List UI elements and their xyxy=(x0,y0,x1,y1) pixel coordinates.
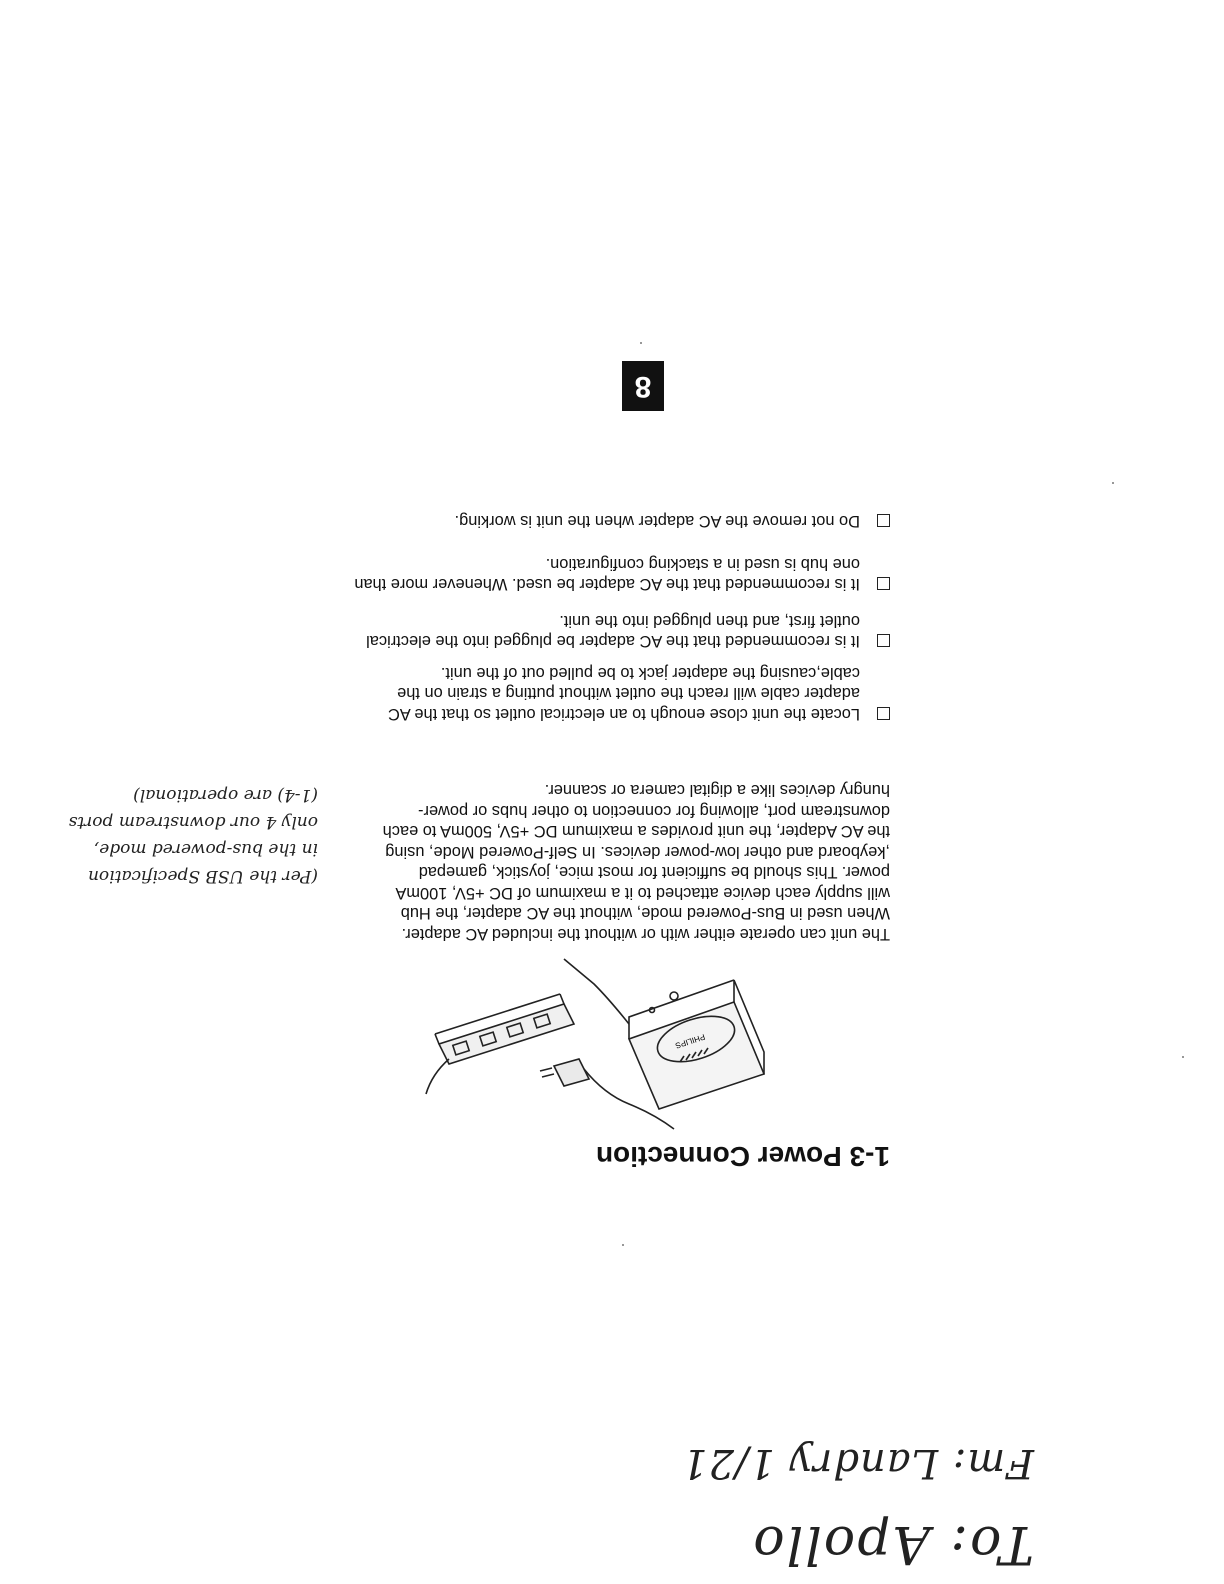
scan-speck xyxy=(1182,1056,1184,1058)
scan-speck xyxy=(640,342,642,344)
note-line: only 4 our downstream ports xyxy=(68,812,318,832)
section-title: 1-3 Power Connection xyxy=(595,1141,890,1172)
usb-hub-illustration xyxy=(424,934,804,1134)
handwritten-margin-note xyxy=(68,781,318,889)
list-item-text: Locate the unit close enough to an electrical outlet so that the AC adapter cable will reach the outlet without putting a strain on the cable,causing the adapter jack to be pulled out of the unit. xyxy=(388,664,860,723)
list-item xyxy=(350,511,890,532)
list-item-text: Do not remove the AC adapter when the unit is working. xyxy=(454,512,860,531)
instruction-list xyxy=(350,500,890,724)
handwritten-to-line: To: Apollo xyxy=(751,1514,1034,1574)
list-item xyxy=(350,554,890,595)
list-item xyxy=(350,663,890,725)
list-item-text: It is recommended that the AC adapter be used. Whenever more than one hub is used in a stacking configuration. xyxy=(354,555,860,594)
philips-logo-text: PHILIPS xyxy=(674,1032,707,1051)
checkbox-bullet-icon xyxy=(877,578,890,591)
checkbox-bullet-icon xyxy=(877,635,890,648)
page-number-badge: 8 xyxy=(622,361,664,411)
checkbox-bullet-icon xyxy=(877,707,890,720)
intro-paragraph: The unit can operate either with or without the included AC adapter. When used in Bus-Powered mode, without the AC adapter, the Hub will supply each device attached to it a maximum of DC +5V, 100mA power. This should be sufficient for most mice, joystick, gamepad ,keyboard and other low-power devices. In Self-Powered Mode, using the AC Adapter, the unit provides a maximum DC +5V, 500mA to each downstream port, allowing for connection to other hubs or power-hungry devices like a digital camera or scanner. xyxy=(382,781,890,943)
handwritten-from-line: Fm: Landry 1/21 xyxy=(681,1440,1034,1486)
list-item-text: It is recommended that the AC adapter be plugged into the electrical outlet first, and then plugged into the unit. xyxy=(366,612,860,651)
scan-speck xyxy=(622,1244,624,1246)
scan-speck xyxy=(1112,482,1114,484)
note-line: in the bus-powered mode, xyxy=(93,839,318,859)
list-item xyxy=(350,611,890,652)
note-line: (1-4) are operational) xyxy=(133,785,318,805)
checkbox-bullet-icon xyxy=(877,515,890,528)
note-line: (Per the USB Specification xyxy=(87,866,318,886)
